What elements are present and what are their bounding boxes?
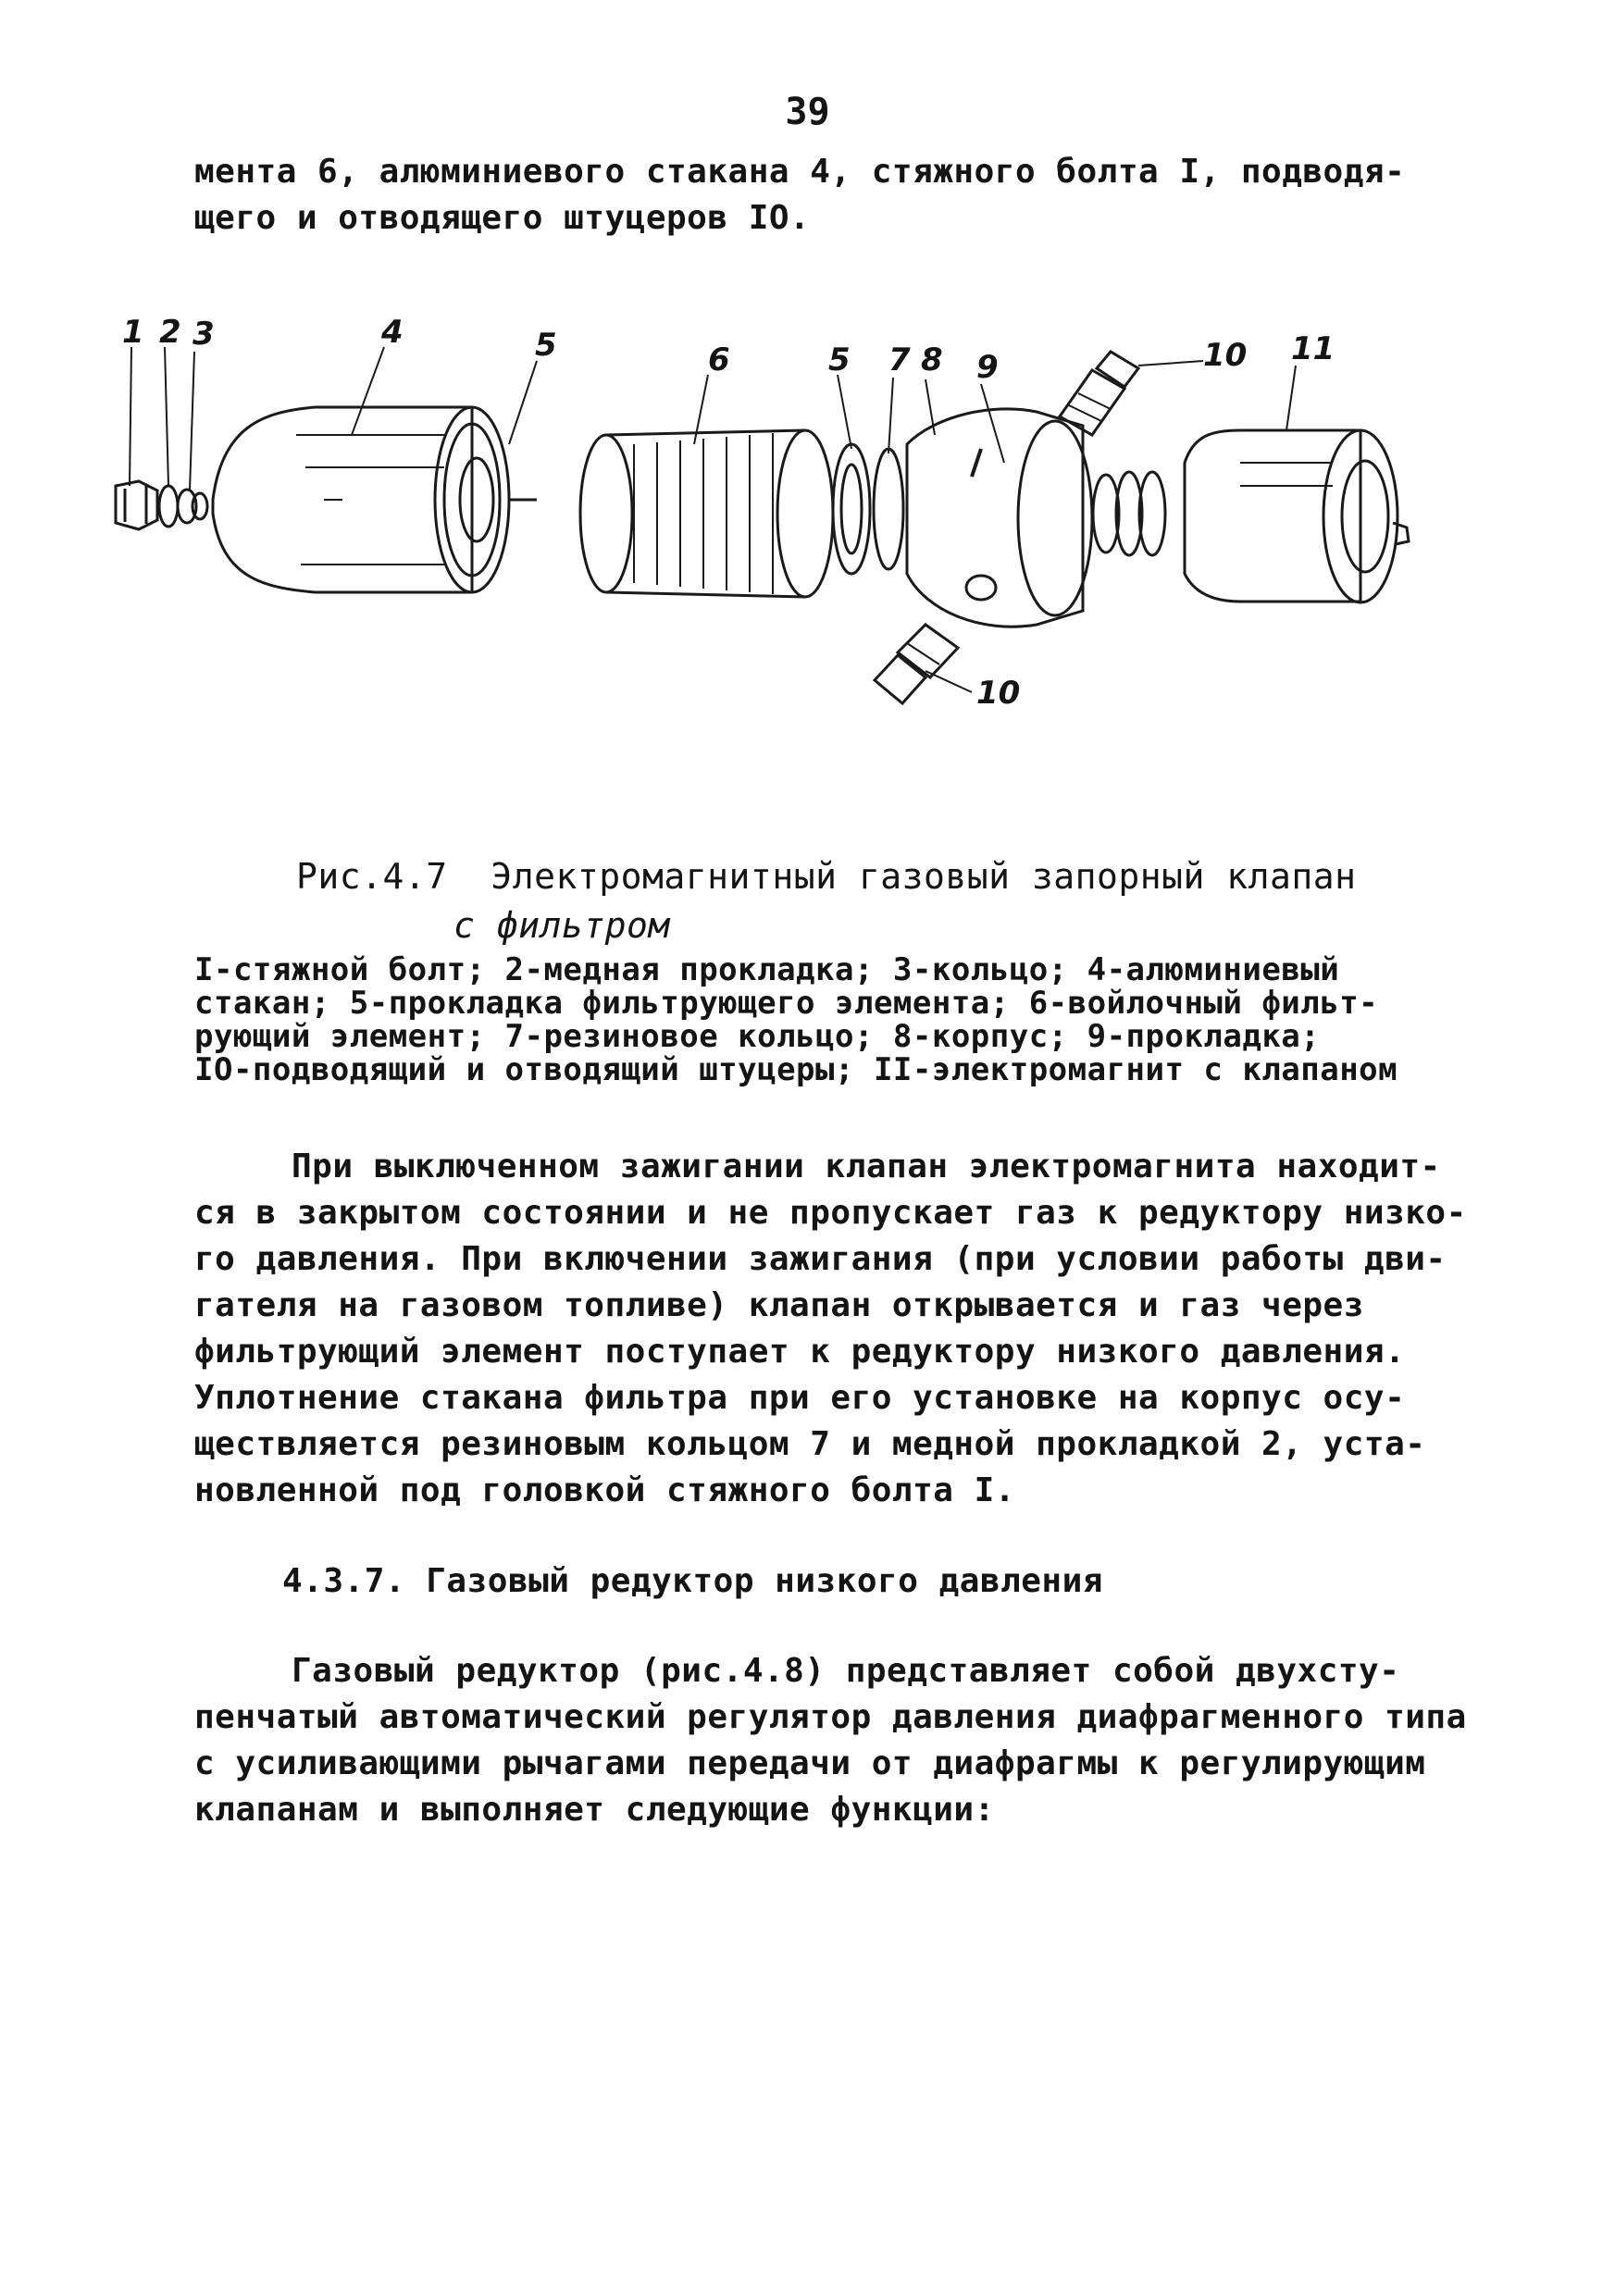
callout-label: 7 [888, 341, 911, 379]
callout-label: 4 [381, 315, 404, 351]
paragraph2-line-4: клапанам и выполняет следующие функции: [194, 1791, 995, 1829]
callout-label: 10 [976, 675, 1021, 712]
figure-legend-line-2: стакан; 5-прокладка фильтрующего элемента; 6-войлочный фильт- [194, 985, 1379, 1022]
callout-label: 10 [1203, 337, 1248, 374]
exploded-valve-figure [102, 315, 1416, 722]
paragraph2-line-1: Газовый редуктор (рис.4.8) представляет собой двухсту- [292, 1652, 1400, 1690]
callout-label: 5 [828, 341, 851, 379]
paragraph1-line-8: новленной под головкой стяжного болта I. [194, 1471, 1015, 1509]
callout-label: 3 [193, 316, 215, 353]
callout-leaders [130, 347, 1296, 692]
electromagnet-part [1185, 430, 1409, 602]
figure-caption-line-1: Рис.4.7 Электромагнитный газовый запорный клапан [296, 856, 1357, 897]
intro-line-2: щего и отводящего штуцеров IO. [194, 199, 811, 237]
paragraph2-line-2: пенчатый автоматический регулятор давления диафрагменного типа [194, 1698, 1467, 1736]
paragraph1-line-3: го давления. При включении зажигания (при условии работы дви- [194, 1240, 1447, 1278]
aluminium-cup-part [213, 407, 537, 592]
washer-and-ring-part [159, 486, 207, 527]
felt-filter-part [580, 430, 833, 597]
section-heading: 4.3.7. Газовый редуктор низкого давления [282, 1562, 1103, 1600]
figure-legend-line-1: I-стяжной болт; 2-медная прокладка; 3-кольцо; 4-алюминиевый [194, 951, 1340, 988]
callout-label: 5 [535, 327, 557, 364]
figure-caption-line-2: с фильтром [453, 905, 670, 946]
paragraph2-line-3: с усиливающими рычагами передачи от диафрагмы к регулирующим [194, 1744, 1426, 1782]
page-number: 39 [785, 91, 830, 133]
paragraph1-line-6: Уплотнение стакана фильтра при его установке на корпус осу- [194, 1379, 1406, 1417]
callout-label: 9 [976, 349, 999, 386]
paragraph1-line-2: ся в закрытом состоянии и не пропускает газ к редуктору низко- [194, 1194, 1467, 1232]
bolt-part [116, 481, 157, 529]
callout-label: 6 [708, 341, 730, 379]
intro-line-1: мента 6, алюминиевого стакана 4, стяжного болта I, подводя- [194, 153, 1406, 191]
paragraph1-line-7: ществляется резиновым кольцом 7 и медной прокладкой 2, уста- [194, 1425, 1426, 1463]
gasket-and-ring-part [833, 444, 903, 574]
callout-label: 11 [1291, 330, 1335, 367]
paragraph1-line-1: При выключенном зажигании клапан электромагнита находит- [292, 1148, 1441, 1185]
callout-label: 1 [122, 315, 144, 351]
callout-label: 2 [159, 315, 181, 351]
fitting-top-part [1060, 352, 1138, 435]
callout-label: 8 [921, 341, 943, 379]
paragraph1-line-4: гателя на газовом топливе) клапан открывается и газ через [194, 1286, 1364, 1324]
gasket-near-magnet-part [1093, 472, 1165, 555]
figure-legend-line-4: IO-подводящий и отводящий штуцеры; II-электромагнит с клапаном [194, 1051, 1398, 1088]
paragraph1-line-5: фильтрующий элемент поступает к редуктору низкого давления. [194, 1333, 1406, 1371]
valve-body-part [907, 409, 1092, 627]
fitting-bottom-part [875, 625, 958, 703]
figure-legend-line-3: рующий элемент; 7-резиновое кольцо; 8-корпус; 9-прокладка; [194, 1018, 1321, 1055]
